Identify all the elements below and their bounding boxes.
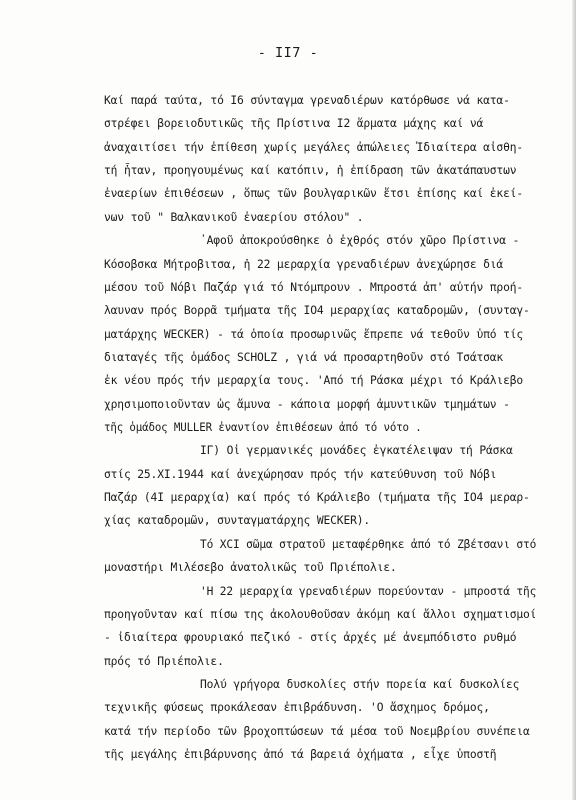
text-line: Πολύ γρήγορα δυσκολίες στήν πορεία καί δυσκολίες bbox=[200, 678, 520, 691]
text-line: στίς 25.XI.1944 καί ἀνεχώρησαν πρός τήν κατεύθυνση τοῦ Νόβι bbox=[104, 468, 497, 481]
text-line: τῆς μεγάλης ἐπιβάρυνσης ἀπό τά βαρειά ὀχήματα , εἶχε ὑποστῆ bbox=[104, 748, 497, 761]
text-line: λαυναν πρός Βορρᾶ τμήματα τῆς IO4 μεραρχίας καταδρομῶν, (συνταγ- bbox=[104, 304, 530, 317]
text-line: χίας καταδρομῶν, συνταγματάρχης WECKER). bbox=[104, 514, 371, 527]
text-line: διαταγές τῆς ὁμάδος SCHOLZ , γιά νά προσαρτηθοῦν στό Τσάτσακ bbox=[104, 351, 504, 364]
text-line: 'Η 22 μεραρχία γρεναδιέρων πορεύονταν - μπροστά τῆς bbox=[200, 585, 537, 598]
text-line: ΙΓ) Οἱ γερμανικές μονάδες ἐγκατέλειψαν τή Ράσκα bbox=[200, 444, 513, 457]
text-line: ἐκ νέου πρός τήν μεραρχία τους. 'Από τή Ράσκα μέχρι τό Κράλιεβο bbox=[104, 374, 524, 387]
text-line: Καί παρά ταύτα, τό I6 σύνταγμα γρεναδιέρων κατόρθωσε νά κατα- bbox=[104, 94, 510, 107]
text-line: ᾿Αφοῦ ἀποκρούσθηκε ὁ ἐχθρός στόν χῶρο Πρίστινα - bbox=[200, 234, 520, 247]
text-line: νων τοῦ " Βαλκανικοῦ ἐναερίου στόλου" . bbox=[104, 211, 364, 224]
text-line: Κόσοβσκα Μήτροβιτσα, ἡ 22 μεραρχία γρεναδιέρων ἀνεχώρησε διά bbox=[104, 258, 504, 271]
text-line: Παζάρ (4I μεραρχία) καί πρός τό Κράλιεβο (τμήματα τῆς IO4 μεραρ- bbox=[104, 491, 530, 504]
text-line: Τό XCI σῶμα στρατοῦ μεταφέρθηκε ἀπό τό Ζβέτσανι στό bbox=[200, 538, 537, 551]
text-line: μέσου τοῦ Νόβι Παζάρ γιά τό Ντόμπρουν . Μπροστά ἀπ' αὐτήν προή- bbox=[104, 281, 524, 294]
text-line: ἀναχαιτίσει τήν ἐπίθεση χωρίς μεγάλες ἀπώλειες Ἰδιαίτερα αἰσθη- bbox=[104, 141, 524, 154]
text-line: πρός τό Πριέπολιε. bbox=[104, 655, 224, 668]
text-line: ματάρχης WECKER) - τά ὁποία προσωρινῶς ἔπρεπε νά τεθοῦν ὑπό τίς bbox=[104, 328, 524, 341]
text-line: τεχνικῆς φύσεως προκάλεσαν ἐπιβράδυνση. 'Ο ἄσχημος δρόμος, bbox=[104, 701, 490, 714]
text-line: μοναστήρι Μιλέσεβο ἀνατολικῶς τοῦ Πριέπολιε. bbox=[104, 561, 397, 574]
text-line: κατά τήν περίοδο τῶν βροχοπτώσεων τά μέσα τοῦ Νοεμβρίου συνέπεια bbox=[104, 725, 530, 738]
page-edge-shadow bbox=[572, 0, 576, 800]
text-line: τή ἦταν, προηγουμένως καί κατόπιν, ἡ ἐπίδραση τῶν ἀκατάπαυστων bbox=[104, 164, 517, 177]
text-line: στρέφει βορειοδυτικῶς τῆς Πρίστινα I2 ἅρματα μάχης καί νά bbox=[104, 117, 484, 130]
text-line: χρησιμοποιοῦνταν ὡς ἄμυνα - κάποια μορφή ἀμυντικῶν τμημάτων - bbox=[104, 398, 510, 411]
text-line: ἐναερίων ἐπιθέσεων , ὅπως τῶν βουλγαρικῶν ἔτσι ἐπίσης καί ἐκεί- bbox=[104, 187, 524, 200]
text-line: τῆς ὁμάδος MULLER ἐναντίον ἐπιθέσεων ἀπό τό νότο . bbox=[104, 421, 422, 434]
text-line: προηγοῦνταν καί πίσω της ἀκολουθοῦσαν ἀκόμη καί ἄλλοι σχηματισμοί bbox=[104, 608, 537, 621]
text-line: - ἰδιαίτερα φρουριακό πεζικό - στίς ἀρχές μέ ἀνεμπόδιστο ρυθμό bbox=[104, 631, 517, 644]
page-number: - II7 - bbox=[257, 45, 319, 61]
